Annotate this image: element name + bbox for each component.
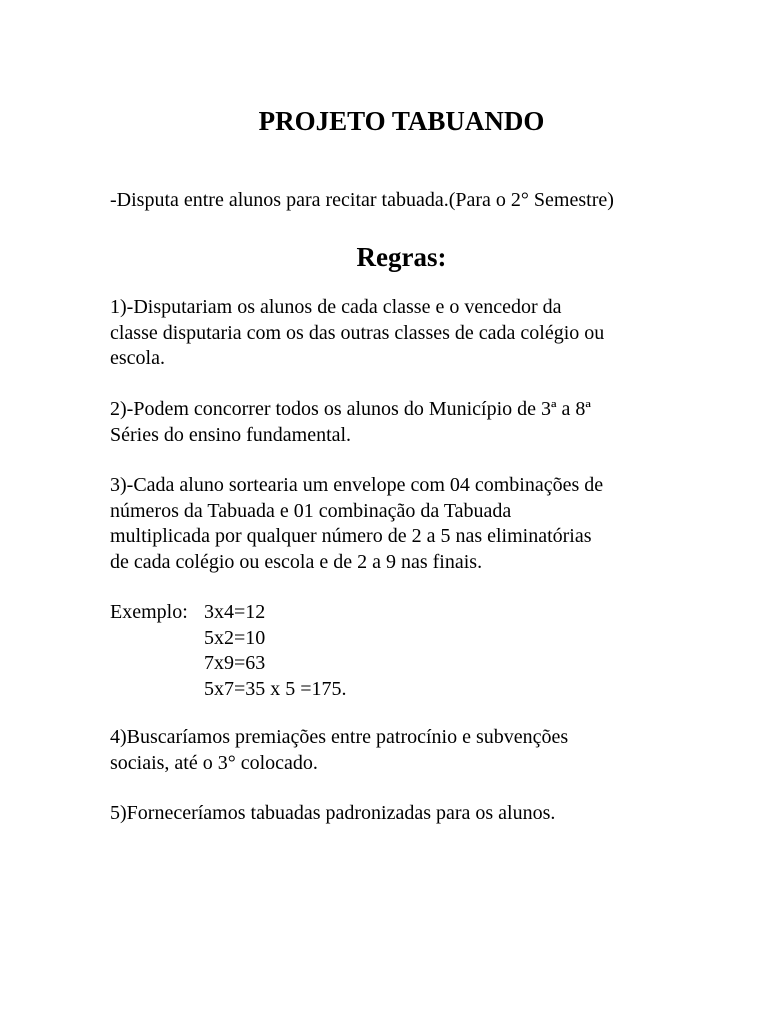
rule-3-line: de cada colégio ou escola e de 2 a 9 nas finais.	[110, 550, 483, 573]
rule-4-line: sociais, até o 3° colocado.	[110, 751, 318, 774]
rule-2-line: 2)-Podem concorrer todos os alunos do Município de 3ª a 8ª	[110, 398, 591, 420]
example-label: Exemplo:	[110, 601, 188, 623]
document-title: PROJETO TABUANDO	[258, 106, 545, 136]
rule-3-line: números da Tabuada e 01 combinação da Tabuada	[110, 499, 512, 522]
rule-5-line: 5)Forneceríamos tabuadas padronizadas para os alunos.	[110, 802, 556, 824]
example-item: 3x4=12	[204, 601, 266, 623]
rule-1	[110, 295, 710, 372]
example-item: 5x7=35 x 5 =175.	[204, 677, 347, 700]
rule-5	[110, 801, 710, 827]
rule-4-line: 4)Buscaríamos premiações entre patrocínio e subvenções	[110, 726, 569, 748]
rule-3	[110, 473, 710, 575]
rule-2-line: Séries do ensino fundamental.	[110, 423, 352, 446]
example-item: 7x9=63	[204, 652, 266, 674]
example-row	[110, 677, 710, 703]
rule-3-line: 3)-Cada aluno sortearia um envelope com 04 combinações de	[110, 474, 604, 496]
example-item: 5x2=10	[204, 626, 266, 649]
rule-1-line: 1)-Disputariam os alunos de cada classe e o vencedor da	[110, 296, 562, 318]
rule-4	[110, 725, 710, 776]
example-row	[110, 651, 710, 677]
rule-2	[110, 397, 710, 448]
example-row	[110, 600, 710, 626]
document-subtitle: -Disputa entre alunos para recitar tabuada.(Para o 2° Semestre)	[110, 189, 614, 211]
rule-3-line: multiplicada por qualquer número de 2 a 5 nas eliminatórias	[110, 525, 592, 547]
rule-1-line: escola.	[110, 347, 165, 369]
rules-heading: Regras:	[356, 242, 447, 272]
example-row	[110, 626, 710, 652]
example-block	[110, 600, 710, 702]
rule-1-line: classe disputaria com os das outras classes de cada colégio ou	[110, 321, 605, 344]
